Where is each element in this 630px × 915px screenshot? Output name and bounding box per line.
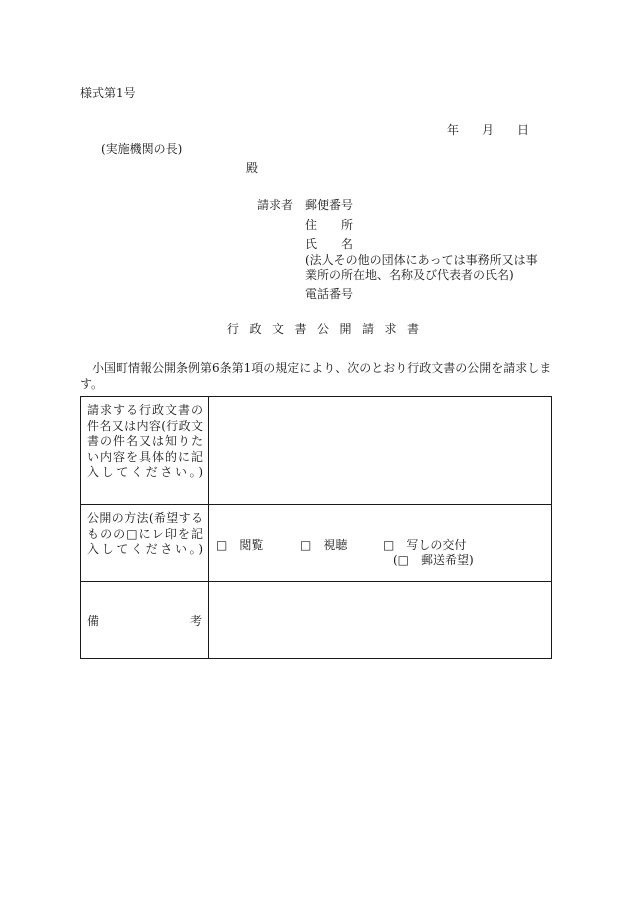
form-number: 様式第1号 — [80, 86, 136, 100]
date-day-label: 日 — [517, 123, 530, 137]
honorific: 殿 — [246, 161, 259, 175]
corporate-note-line-2: 業所の所在地、名称及び代表者の氏名) — [305, 268, 514, 282]
method-label: 公開の方法(希望するものの□にレ印を記入してください。) — [87, 511, 203, 556]
request-table — [80, 396, 552, 659]
requester-label: 請求者 — [257, 198, 294, 212]
date-year-label: 年 — [447, 123, 460, 137]
remarks-label-char-1: 備 — [87, 614, 100, 628]
address-label: 住 所 — [305, 218, 354, 232]
addressee: (実施機関の長) — [101, 142, 183, 156]
remarks-input-cell[interactable] — [209, 582, 552, 659]
name-label: 氏 名 — [305, 237, 354, 251]
postal-code-label: 郵便番号 — [305, 198, 354, 212]
option-listen-checkbox[interactable]: □ 視聴 — [300, 538, 348, 552]
date-month-label: 月 — [482, 123, 495, 137]
body-text-line-1: 小国町情報公開条例第6条第1項の規定により、次のとおり行政文書の公開を請求しま — [92, 361, 552, 375]
option-mail-checkbox[interactable]: (□ 郵送希望) — [393, 553, 474, 567]
document-label-cell — [81, 397, 209, 505]
date-line — [447, 123, 529, 137]
method-options-cell — [209, 505, 552, 582]
document-input-cell[interactable] — [209, 397, 552, 505]
corporate-note-line-1: (法人その他の団体にあっては事務所又は事 — [305, 253, 538, 267]
table-row-remarks — [81, 582, 552, 659]
table-row-document — [81, 397, 552, 505]
document-title: 行政文書公開請求書 — [227, 322, 430, 336]
table-row-method — [81, 505, 552, 582]
remarks-label-char-2: 考 — [189, 614, 202, 628]
option-copy-checkbox[interactable]: □ 写しの交付 — [383, 538, 467, 552]
remarks-label-cell — [81, 582, 209, 659]
document-label: 請求する行政文書の件名又は内容(行政文書の件名又は知りたい内容を具体的に記入してください。) — [87, 403, 203, 479]
method-label-cell — [81, 505, 209, 582]
option-view-checkbox[interactable]: □ 閲覧 — [216, 538, 264, 552]
phone-label: 電話番号 — [305, 287, 354, 301]
body-text-line-2: す。 — [80, 377, 104, 391]
